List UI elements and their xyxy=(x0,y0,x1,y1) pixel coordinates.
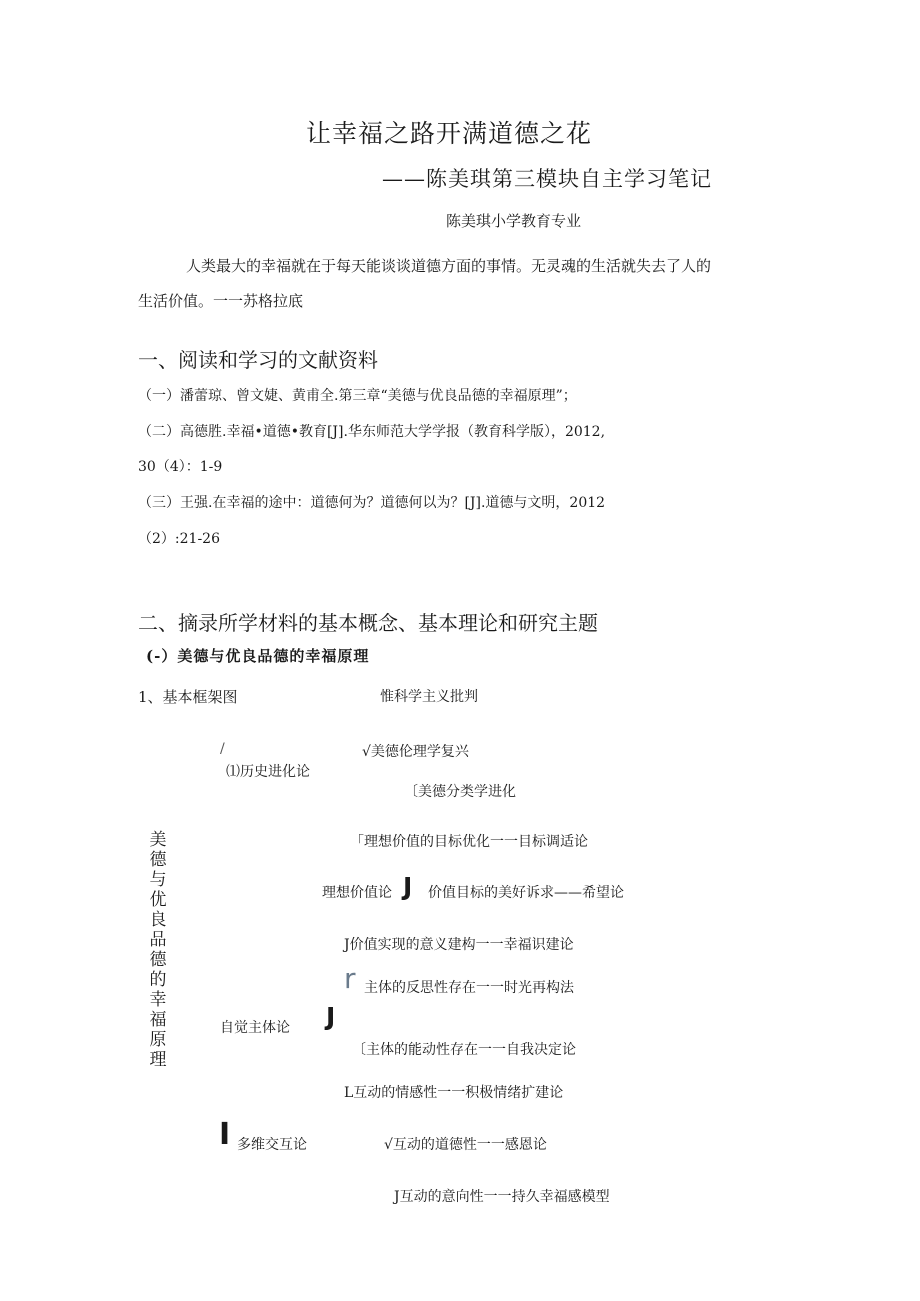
node-virtue-classification: 〔美德分类学进化 xyxy=(404,784,516,800)
reference-3-cont: （2）:21-26 xyxy=(138,531,220,547)
quote-line-2: 生活价值。一一苏格拉底 xyxy=(138,292,304,310)
slash-mark: / xyxy=(220,741,225,757)
brace-glyph-i: I xyxy=(219,1117,231,1152)
node-subject-reflective: 主体的反思性存在一一时光再构法 xyxy=(364,980,574,996)
node-interaction-emotion: L互动的情感性一一积极情绪扩建论 xyxy=(344,1085,564,1101)
node-subject-active: 〔主体的能动性存在一一自我决定论 xyxy=(352,1042,576,1058)
node-interaction-moral: √互动的道德性一一感恩论 xyxy=(384,1137,547,1153)
reference-1: （一）潘蕾琼、曾文婕、黄甫全.第三章“美德与优良品德的幸福原理”； xyxy=(138,388,577,404)
reference-2: （二）高德胜.幸福•道德•教育[J].华东师范大学学报（教育科学版），2012, xyxy=(138,424,606,440)
reference-3: （三）王强.在幸福的途中：道德何为？道德何以为？[J].道德与文明，2012 xyxy=(138,495,606,511)
subsection-heading: (-）美德与优良品德的幸福原理 xyxy=(146,647,370,665)
brace-glyph-j: J xyxy=(403,872,413,901)
node-conscious-subject: 自觉主体论 xyxy=(220,1020,290,1036)
page-title: 让幸福之路开满道德之花 xyxy=(306,119,593,148)
page-subtitle: ——陈美琪第三模块自主学习笔记 xyxy=(382,167,712,191)
framework-label: 1、基本框架图 xyxy=(138,688,238,706)
reference-2-cont: 30（4）：1-9 xyxy=(138,459,223,475)
node-interaction-intent: J互动的意向性一一持久幸福感模型 xyxy=(394,1189,610,1205)
brace-glyph-j-2: J xyxy=(326,1002,336,1031)
quote-line-1: 人类最大的幸福就在于每天能谈谈道德方面的事情。无灵魂的生活就失去了人的 xyxy=(186,257,712,275)
node-anti-scientism: 惟科学主义批判 xyxy=(380,689,478,705)
section-2-heading: 二、摘录所学材料的基本概念、基本理论和研究主题 xyxy=(138,611,598,635)
brace-glyph-r: r xyxy=(344,962,356,995)
node-value-meaning: J价值实现的意义建构一一幸福识建论 xyxy=(344,937,574,953)
node-multi-interaction: 多维交互论 xyxy=(237,1137,307,1153)
node-value-goal-hope: 价值目标的美好诉求——希望论 xyxy=(428,885,624,901)
section-1-heading: 一、阅读和学习的文献资料 xyxy=(138,348,378,372)
diagram-vertical-label: 美德与优良品德的幸福原理 xyxy=(149,830,167,1070)
author-line: 陈美琪小学教育专业 xyxy=(446,212,582,230)
node-virtue-revival: √美德伦理学复兴 xyxy=(362,744,469,760)
node-historical-evolution: ⑴历史进化论 xyxy=(226,764,310,780)
node-ideal-value-theory: 理想价值论 xyxy=(322,885,392,901)
node-ideal-value-optimization: 「理想价值的目标优化一一目标调适论 xyxy=(350,834,588,850)
